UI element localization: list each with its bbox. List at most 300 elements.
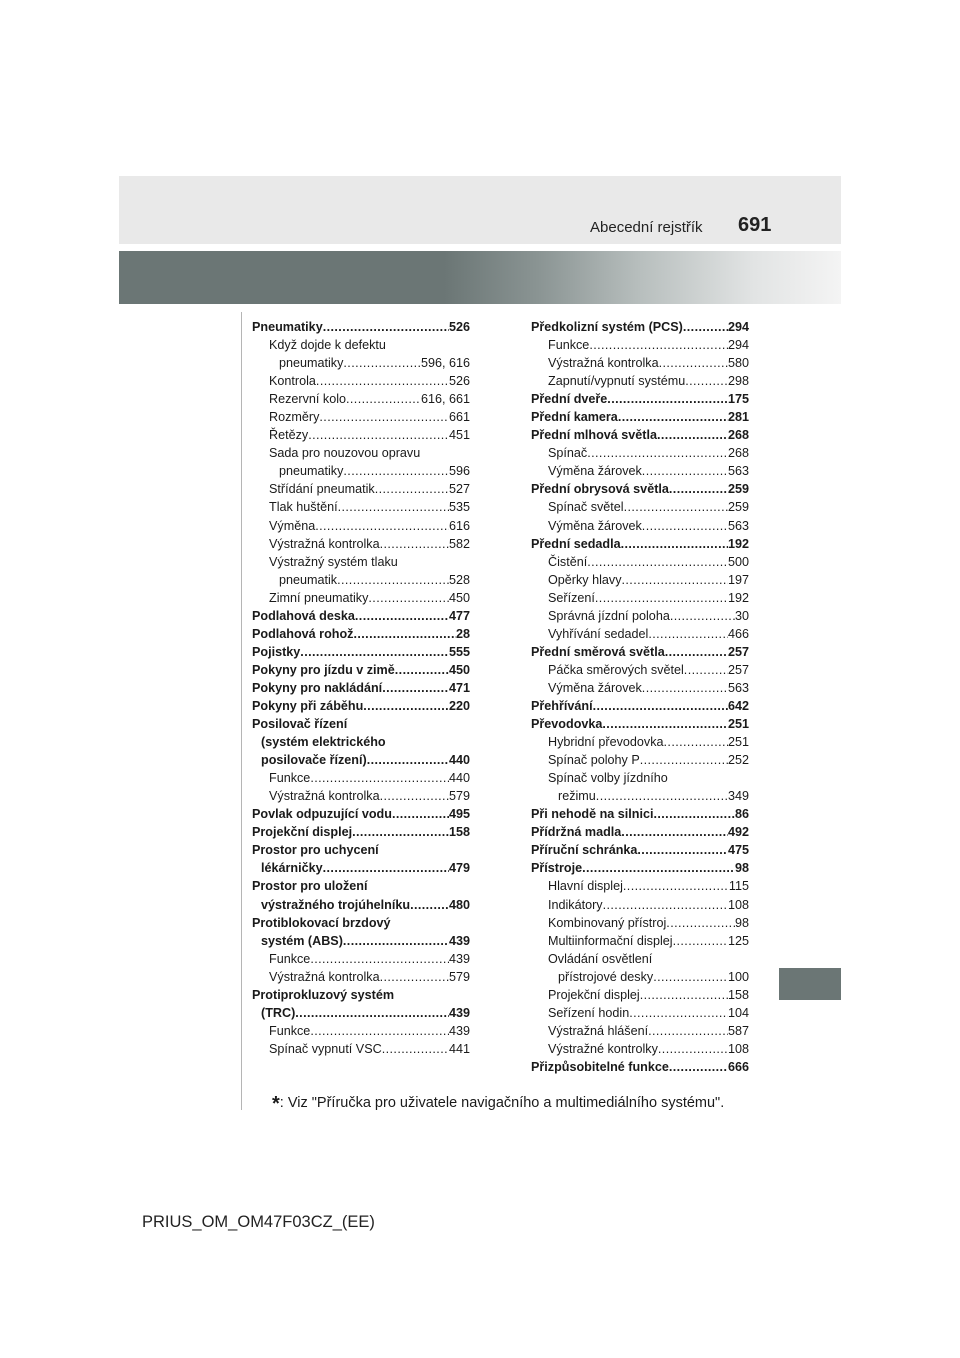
index-entry-term: Pojistky xyxy=(252,644,301,659)
index-entry xyxy=(252,859,470,877)
index-column-left xyxy=(252,318,470,1058)
index-entry xyxy=(531,589,749,607)
index-entry xyxy=(252,914,470,932)
dot-leader xyxy=(310,950,449,968)
index-entry-page: 108 xyxy=(727,1041,749,1056)
dot-leader xyxy=(367,751,449,769)
dot-leader xyxy=(593,697,728,715)
index-entry-page: 108 xyxy=(727,897,749,912)
index-entry-term: Spínač vypnutí VSC xyxy=(269,1041,382,1056)
index-entry-page: 526 xyxy=(448,374,470,389)
index-entry xyxy=(252,336,470,354)
index-entry xyxy=(252,896,470,914)
index-entry-term: Podlahová rohož xyxy=(252,626,354,641)
dot-leader xyxy=(346,390,421,408)
index-entry-term: Čistění xyxy=(548,554,588,569)
index-entry xyxy=(531,896,749,914)
index-entry-term: Indikátory xyxy=(548,897,603,912)
index-entry xyxy=(531,643,749,661)
index-entry-term: pneumatik xyxy=(279,572,338,587)
index-entry xyxy=(531,968,749,986)
dot-leader xyxy=(653,805,735,823)
section-title: Abecední rejstřík xyxy=(590,219,703,236)
index-entry-term: Výměna xyxy=(269,518,316,533)
index-entry-term: Seřízení xyxy=(548,590,595,605)
index-entry-page: 220 xyxy=(448,698,470,713)
index-entry xyxy=(531,571,749,589)
dot-leader xyxy=(684,661,728,679)
index-entry xyxy=(531,1022,749,1040)
index-entry-page: 579 xyxy=(448,789,470,804)
index-entry xyxy=(252,769,470,787)
index-entry xyxy=(252,877,470,895)
dot-leader xyxy=(343,462,449,480)
index-entry-term: Výstražné kontrolky xyxy=(548,1041,658,1056)
index-entry-term: Přídržná madla xyxy=(531,825,622,840)
index-entry xyxy=(252,390,470,408)
index-entry-page: 439 xyxy=(448,1023,470,1038)
index-entry-term: Rozměry xyxy=(269,410,320,425)
index-entry-term: Páčka směrových světel xyxy=(548,662,684,677)
index-entry-page: 175 xyxy=(727,392,749,407)
index-entry xyxy=(531,625,749,643)
index-entry-term: Přední kamera xyxy=(531,410,618,425)
index-entry xyxy=(252,318,470,336)
index-entry-page: 587 xyxy=(727,1023,749,1038)
dot-leader xyxy=(382,679,449,697)
index-entry-term: Spínač světel xyxy=(548,500,624,515)
dot-leader xyxy=(665,643,728,661)
index-entry-page: 125 xyxy=(727,933,749,948)
index-entry-term: Pokyny při záběhu xyxy=(252,698,364,713)
index-entry xyxy=(252,823,470,841)
dot-leader xyxy=(589,336,728,354)
index-entry-term: Hybridní převodovka xyxy=(548,735,664,750)
dot-leader xyxy=(295,1004,449,1022)
index-entry-term: Prostor pro uchycení xyxy=(252,843,379,858)
index-entry-term: Projekční displej xyxy=(252,825,353,840)
index-entry-page: 479 xyxy=(448,861,470,876)
index-entry xyxy=(252,372,470,390)
index-entry-page: 28 xyxy=(455,626,470,641)
index-entry xyxy=(252,805,470,823)
dot-leader xyxy=(395,661,449,679)
index-entry-term: Pneumatiky xyxy=(252,320,323,334)
index-entry xyxy=(531,859,749,877)
index-entry xyxy=(531,354,749,372)
index-entry xyxy=(252,661,470,679)
index-entry xyxy=(252,517,470,535)
dot-leader xyxy=(685,372,728,390)
index-entry-term: Výstražná kontrolka xyxy=(269,969,380,984)
index-entry-page: 251 xyxy=(727,717,749,732)
index-entry-page: 439 xyxy=(448,933,470,948)
index-entry xyxy=(252,553,470,571)
index-entry-term: Protiblokovací brzdový xyxy=(252,915,391,930)
index-entry-page: 257 xyxy=(727,644,749,659)
dot-leader xyxy=(683,318,728,336)
index-entry xyxy=(531,318,749,336)
index-entry-page: 115 xyxy=(728,879,749,894)
index-entry-page: 666 xyxy=(727,1059,749,1074)
index-entry-term: Pokyny pro jízdu v zimě xyxy=(252,662,395,677)
index-entry-term: Funkce xyxy=(269,1023,311,1038)
dot-leader xyxy=(355,607,449,625)
dot-leader xyxy=(380,968,449,986)
dot-leader xyxy=(642,679,728,697)
dot-leader xyxy=(343,354,421,372)
index-entry xyxy=(252,679,470,697)
dot-leader xyxy=(659,354,728,372)
index-entry-page: 500 xyxy=(727,554,749,569)
index-entry-term: Přizpůsobitelné funkce xyxy=(531,1059,669,1074)
dot-leader xyxy=(670,607,735,625)
index-entry-term: pneumatiky xyxy=(279,464,344,479)
dot-leader xyxy=(629,1004,728,1022)
index-entry-term: Výměna žárovek xyxy=(548,464,642,479)
index-entry-page: 104 xyxy=(727,1005,749,1020)
index-entry xyxy=(531,426,749,444)
index-entry-page: 527 xyxy=(448,482,470,497)
dot-leader xyxy=(380,787,449,805)
index-entry-page: 579 xyxy=(448,969,470,984)
header-band xyxy=(119,176,841,244)
index-entry xyxy=(531,841,749,859)
index-entry xyxy=(252,751,470,769)
index-entry xyxy=(252,480,470,498)
index-entry-term: Povlak odpuzující vodu xyxy=(252,807,392,822)
index-entry-page: 349 xyxy=(727,789,749,804)
dot-leader xyxy=(368,589,449,607)
dot-leader xyxy=(666,914,735,932)
footnote-text: : Viz "Příručka pro uživatele navigačního a multimediálního systému". xyxy=(279,1095,725,1111)
index-entry-term: Výstražná kontrolka xyxy=(269,536,380,551)
index-entry xyxy=(252,444,470,462)
index-entry-term: Přední sedadla xyxy=(531,536,621,551)
index-entry-page: 563 xyxy=(727,518,749,533)
index-entry-page: 492 xyxy=(727,825,749,840)
index-entry-page: 439 xyxy=(448,951,470,966)
dot-leader xyxy=(658,1040,728,1058)
index-entry-term: Výstražný systém tlaku xyxy=(269,554,398,569)
index-entry xyxy=(531,336,749,354)
index-entry-page: 580 xyxy=(727,356,749,371)
dot-leader xyxy=(316,372,449,390)
index-entry xyxy=(252,1022,470,1040)
dot-leader xyxy=(637,841,728,859)
index-entry xyxy=(531,1058,749,1076)
dot-leader xyxy=(657,426,728,444)
index-entry xyxy=(531,769,749,787)
index-entry xyxy=(531,787,749,805)
dot-leader xyxy=(664,733,728,751)
index-entry-term: výstražného trojúhelníku xyxy=(261,897,411,912)
index-entry-term: Pokyny pro nakládání xyxy=(252,680,383,695)
index-entry xyxy=(252,643,470,661)
index-entry-term: Výstražná hlášení xyxy=(548,1023,649,1038)
dot-leader xyxy=(323,859,449,877)
dot-leader xyxy=(648,1022,728,1040)
index-entry xyxy=(252,697,470,715)
index-entry-page: 192 xyxy=(727,536,749,551)
index-entry-term: Vyhřívání sedadel xyxy=(548,626,649,641)
index-entry-page: 440 xyxy=(448,771,470,786)
dot-leader xyxy=(640,986,728,1004)
index-entry-term: Rezervní kolo xyxy=(269,392,346,407)
dot-leader xyxy=(642,462,728,480)
dot-leader xyxy=(603,896,728,914)
index-entry-page: 441 xyxy=(448,1041,470,1056)
index-entry xyxy=(252,462,470,480)
index-entry-term: Podlahová deska xyxy=(252,608,355,623)
index-entry xyxy=(531,408,749,426)
index-entry-term: Výstražná kontrolka xyxy=(269,789,380,804)
index-entry xyxy=(531,1040,749,1058)
index-entry xyxy=(531,498,749,516)
index-entry xyxy=(252,589,470,607)
dot-leader xyxy=(310,1022,449,1040)
index-entry xyxy=(531,679,749,697)
index-entry xyxy=(252,950,470,968)
index-entry xyxy=(252,986,470,1004)
index-entry xyxy=(252,607,470,625)
index-entry xyxy=(252,841,470,859)
dot-leader xyxy=(300,643,449,661)
dot-leader xyxy=(640,751,728,769)
index-entry-term: Posilovač řízení xyxy=(252,717,348,732)
index-entry xyxy=(531,823,749,841)
dot-leader xyxy=(648,625,728,643)
index-entry-page: 495 xyxy=(448,807,470,822)
index-entry xyxy=(252,426,470,444)
dot-leader xyxy=(338,498,449,516)
index-entry-term: Řetězy xyxy=(269,428,309,443)
index-entry xyxy=(252,787,470,805)
dot-leader xyxy=(587,444,728,462)
index-entry xyxy=(252,715,470,733)
index-entry-term: Tlak huštění xyxy=(269,500,338,515)
dot-leader xyxy=(410,896,449,914)
index-entry xyxy=(531,697,749,715)
index-entry-term: Přední směrová světla xyxy=(531,644,665,659)
index-entry xyxy=(531,1004,749,1022)
index-entry xyxy=(531,535,749,553)
index-entry-page: 582 xyxy=(448,536,470,551)
index-entry-page: 563 xyxy=(727,680,749,695)
dot-leader xyxy=(352,823,449,841)
index-entry-term: Funkce xyxy=(269,951,311,966)
index-entry xyxy=(531,553,749,571)
index-entry-term: Projekční displej xyxy=(548,987,640,1002)
index-entry xyxy=(531,661,749,679)
index-entry-page: 298 xyxy=(727,374,749,389)
dot-leader xyxy=(607,390,728,408)
index-entry xyxy=(252,571,470,589)
index-entry xyxy=(252,354,470,372)
index-entry xyxy=(531,877,749,895)
index-entry-page: 30 xyxy=(734,608,749,623)
index-entry xyxy=(252,1004,470,1022)
dot-leader xyxy=(392,805,449,823)
dot-leader xyxy=(308,426,449,444)
index-entry-page: 259 xyxy=(727,500,749,515)
index-entry-term: Správná jízdní poloha xyxy=(548,608,670,623)
index-entry xyxy=(531,462,749,480)
index-entry xyxy=(531,390,749,408)
index-entry-page: 251 xyxy=(727,735,749,750)
index-column-right xyxy=(531,318,749,1076)
index-entry-term: Prostor pro uložení xyxy=(252,879,368,894)
index-entry-page: 281 xyxy=(727,410,749,425)
index-entry-term: Opěrky hlavy xyxy=(548,572,622,587)
index-entry-term: Hlavní displej xyxy=(548,879,623,894)
index-entry-term: Kontrola xyxy=(269,374,316,389)
index-entry-term: lékárničky xyxy=(261,861,323,876)
index-entry-page: 616 xyxy=(448,518,470,533)
index-entry-page: 158 xyxy=(727,987,749,1002)
index-entry-page: 471 xyxy=(448,680,470,695)
index-entry-term: Přední dveře xyxy=(531,392,608,407)
index-entry xyxy=(252,932,470,950)
index-entry-term: Střídání pneumatik xyxy=(269,482,375,497)
index-entry-term: Převodovka xyxy=(531,717,603,732)
index-entry-term: Ovládání osvětlení xyxy=(548,951,653,966)
index-entry-page: 439 xyxy=(448,1005,470,1020)
index-entry-term: Výměna žárovek xyxy=(548,680,642,695)
index-entry-page: 257 xyxy=(727,662,749,677)
column-divider xyxy=(241,312,242,1110)
index-entry xyxy=(531,715,749,733)
index-entry xyxy=(531,607,749,625)
dot-leader xyxy=(582,859,735,877)
index-entry-term: režimu xyxy=(558,789,596,804)
index-entry-term: Zimní pneumatiky xyxy=(269,590,369,605)
dot-leader xyxy=(323,318,449,336)
index-entry-term: Když dojde k defektu xyxy=(269,338,386,353)
index-entry-page: 197 xyxy=(727,572,749,587)
index-entry-page: 642 xyxy=(727,698,749,713)
index-entry xyxy=(531,444,749,462)
index-entry-page: 477 xyxy=(448,608,470,623)
dot-leader xyxy=(310,769,449,787)
footnote-marker: * xyxy=(272,1093,280,1115)
dot-leader xyxy=(343,932,449,950)
dot-leader xyxy=(622,571,728,589)
index-entry xyxy=(531,480,749,498)
index-entry-page: 596, 616 xyxy=(420,356,470,371)
decorative-gradient-bar xyxy=(119,251,841,304)
index-entry-term: Spínač volby jízdního xyxy=(548,771,668,786)
index-entry-term: Výstražná kontrolka xyxy=(548,356,659,371)
dot-leader xyxy=(375,480,449,498)
dot-leader xyxy=(621,535,728,553)
index-entry xyxy=(252,733,470,751)
dot-leader xyxy=(380,535,449,553)
index-entry-page: 440 xyxy=(448,753,470,768)
index-entry-term: Seřízení hodin xyxy=(548,1005,630,1020)
index-entry xyxy=(531,372,749,390)
index-entry-term: Při nehodě na silnici xyxy=(531,807,654,822)
index-entry-term: Kombinovaný přístroj xyxy=(548,915,667,930)
index-entry xyxy=(531,914,749,932)
index-entry-term: Sada pro nouzovou opravu xyxy=(269,446,421,461)
index-entry-term: Funkce xyxy=(269,771,311,786)
dot-leader xyxy=(621,823,728,841)
index-entry-page: 450 xyxy=(448,662,470,677)
dot-leader xyxy=(315,517,449,535)
index-entry-page: 563 xyxy=(727,464,749,479)
dot-leader xyxy=(596,787,728,805)
index-entry xyxy=(531,986,749,1004)
index-entry-page: 268 xyxy=(727,428,749,443)
index-entry xyxy=(252,1040,470,1058)
index-entry-page: 98 xyxy=(734,915,749,930)
index-entry xyxy=(531,950,749,968)
index-entry-page: 528 xyxy=(448,572,470,587)
index-entry-term: Přední mlhová světla xyxy=(531,428,657,443)
dot-leader xyxy=(669,1058,728,1076)
dot-leader xyxy=(624,498,728,516)
index-entry-term: Příruční schránka xyxy=(531,843,638,858)
dot-leader xyxy=(618,408,728,426)
index-entry-term: Spínač polohy P xyxy=(548,753,640,768)
index-entry xyxy=(531,805,749,823)
index-entry-term: (TRC) xyxy=(261,1005,296,1020)
index-entry-term: Zapnutí/vypnutí systému xyxy=(548,374,686,389)
index-entry xyxy=(531,751,749,769)
document-code: PRIUS_OM_OM47F03CZ_(EE) xyxy=(142,1213,375,1231)
index-entry-page: 158 xyxy=(448,825,470,840)
index-entry-term: Spínač xyxy=(548,446,588,461)
index-entry-term: pneumatiky xyxy=(279,356,344,371)
index-entry xyxy=(531,517,749,535)
dot-leader xyxy=(669,480,728,498)
dot-leader xyxy=(623,877,729,895)
index-entry-term: (systém elektrického xyxy=(261,735,386,750)
dot-leader xyxy=(595,589,728,607)
index-entry xyxy=(252,408,470,426)
index-entry-page: 661 xyxy=(448,410,470,425)
dot-leader xyxy=(363,697,449,715)
index-entry-page: 294 xyxy=(727,338,749,353)
chapter-thumb-tab xyxy=(779,968,841,1000)
index-entry-page: 192 xyxy=(727,590,749,605)
index-entry-page: 450 xyxy=(448,590,470,605)
index-entry-term: Protiprokluzový systém xyxy=(252,987,395,1002)
index-entry xyxy=(252,498,470,516)
dot-leader xyxy=(673,932,728,950)
index-entry-page: 466 xyxy=(727,626,749,641)
dot-leader xyxy=(319,408,449,426)
index-entry-term: přístrojové desky xyxy=(558,969,654,984)
index-entry xyxy=(252,968,470,986)
index-entry-page: 480 xyxy=(448,897,470,912)
dot-leader xyxy=(602,715,728,733)
index-entry-page: 535 xyxy=(448,500,470,515)
footnote xyxy=(272,1093,724,1116)
index-entry xyxy=(252,535,470,553)
index-entry-page: 451 xyxy=(448,428,470,443)
index-entry xyxy=(531,932,749,950)
dot-leader xyxy=(587,553,728,571)
index-entry-page: 555 xyxy=(448,644,470,659)
index-entry-page: 86 xyxy=(734,807,749,822)
dot-leader xyxy=(337,571,449,589)
index-entry-page: 475 xyxy=(727,843,749,858)
index-entry-page: 294 xyxy=(727,320,749,334)
index-entry-term: Přístroje xyxy=(531,861,583,876)
index-entry-page: 268 xyxy=(727,446,749,461)
